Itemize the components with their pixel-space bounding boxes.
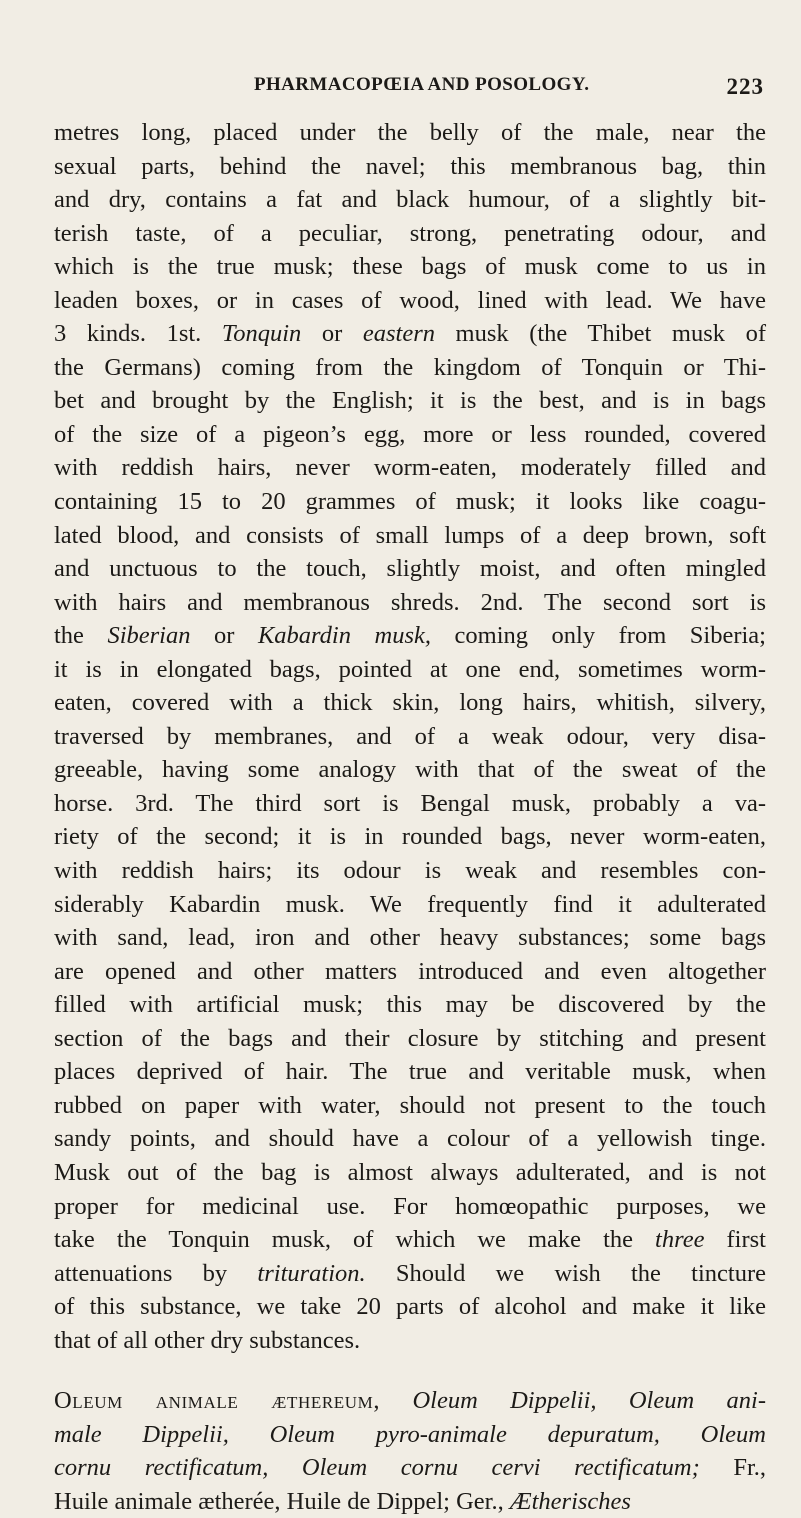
italic-text: cornu rectificatum, Oleum cornu cervi rectificatum; xyxy=(54,1454,700,1482)
text-run: with reddish hairs, never worm-eaten, moderately filled and xyxy=(54,454,766,482)
text-line xyxy=(54,854,766,888)
text-run: rubbed on paper with water, should not present to the touch xyxy=(54,1091,766,1119)
text-run: section of the bags and their closure by stitching and present xyxy=(54,1024,766,1052)
text-line xyxy=(54,686,766,720)
page-number: 223 xyxy=(726,74,764,99)
text-run: 3 kinds. 1st. xyxy=(54,320,222,348)
text-line xyxy=(54,284,766,318)
text-run: containing 15 to 20 grammes of musk; it looks like coagu- xyxy=(54,488,766,516)
text-line xyxy=(54,418,766,452)
text-run: coming only from Siberia; xyxy=(431,622,766,650)
text-line xyxy=(54,116,766,150)
text-line xyxy=(54,1257,766,1291)
text-line xyxy=(54,150,766,184)
text-run: the Germans) coming from the kingdom of Tonquin or Thi- xyxy=(54,353,766,381)
body-text xyxy=(54,116,766,1518)
text-line xyxy=(54,586,766,620)
text-line xyxy=(54,519,766,553)
text-run: of this substance, we take 20 parts of alcohol and make it like xyxy=(54,1293,766,1321)
text-run: horse. 3rd. The third sort is Bengal musk, probably a va- xyxy=(54,789,766,817)
text-line xyxy=(54,1089,766,1123)
italic-text: Siberian xyxy=(107,622,191,650)
text-line xyxy=(54,888,766,922)
text-line xyxy=(54,384,766,418)
text-run: metres long, placed under the belly of the male, near the xyxy=(54,119,766,146)
text-line xyxy=(54,351,766,385)
italic-text: trituration. xyxy=(257,1259,366,1287)
text-run: terish taste, of a peculiar, strong, penetrating odour, and xyxy=(54,219,766,247)
text-line xyxy=(54,955,766,989)
text-run: sandy points, and should have a colour of a yellowish tinge. xyxy=(54,1125,766,1153)
text-run: leaden boxes, or in cases of wood, lined with lead. We have xyxy=(54,286,766,314)
text-line xyxy=(54,552,766,586)
text-run: musk (the Thibet musk of xyxy=(434,320,766,348)
text-line xyxy=(54,988,766,1022)
text-run: greeable, having some analogy with that of the sweat of the xyxy=(54,756,766,784)
text-run: and unctuous to the touch, slightly moist, and often mingled xyxy=(54,555,766,583)
text-run: Musk out of the bag is almost always adulterated, and is not xyxy=(54,1158,766,1186)
text-run: sexual parts, behind the navel; this membranous bag, thin xyxy=(54,152,766,180)
text-run: Fr., xyxy=(699,1454,766,1482)
text-run: traversed by membranes, and of a weak odour, very disa- xyxy=(54,722,766,750)
text-line xyxy=(54,820,766,854)
text-run: attenuations by xyxy=(54,1259,258,1287)
text-line xyxy=(54,921,766,955)
text-line xyxy=(54,753,766,787)
text-run: with hairs and membranous shreds. 2nd. The second sort is xyxy=(54,588,766,616)
running-head xyxy=(254,74,774,104)
text-line xyxy=(54,1324,766,1358)
italic-text: Oleum Dippelii, Oleum ani- xyxy=(412,1387,766,1415)
text-line xyxy=(54,1190,766,1224)
text-line xyxy=(54,1451,766,1485)
text-run: Should we wish the tincture xyxy=(365,1259,767,1287)
text-line xyxy=(54,653,766,687)
text-line xyxy=(54,720,766,754)
text-run: or xyxy=(301,320,363,348)
text-run: lated blood, and consists of small lumps of a deep brown, soft xyxy=(54,521,766,549)
text-run: siderably Kabardin musk. We frequently find it adulterated xyxy=(54,890,766,918)
text-run: of the size of a pigeon’s egg, more or less rounded, covered xyxy=(54,420,766,448)
text-run: bet and brought by the English; it is the best, and is in bags xyxy=(54,387,766,415)
text-line xyxy=(54,1384,766,1418)
text-line xyxy=(54,217,766,251)
text-line xyxy=(54,183,766,217)
running-title: PHARMACOPŒIA AND POSOLOGY. xyxy=(254,74,590,95)
text-run xyxy=(380,1387,412,1414)
text-line xyxy=(54,317,766,351)
text-run: are opened and other matters introduced and even altogether xyxy=(54,957,766,985)
italic-text: three xyxy=(655,1226,705,1254)
text-run: and dry, contains a fat and black humour, of a slightly bit- xyxy=(54,186,766,214)
text-line xyxy=(54,250,766,284)
text-run: the xyxy=(54,622,108,650)
text-run: filled with artificial musk; this may be discovered by the xyxy=(54,991,766,1019)
text-run: that of all other dry substances. xyxy=(54,1326,361,1354)
small-caps-heading: Oleum animale æthereum, xyxy=(54,1387,381,1415)
text-line xyxy=(54,1290,766,1324)
text-run: with sand, lead, iron and other heavy substances; some bags xyxy=(54,924,766,952)
text-run: places deprived of hair. The true and veritable musk, when xyxy=(54,1058,766,1086)
italic-text: Kabardin musk, xyxy=(257,622,431,650)
text-run: which is the true musk; these bags of musk come to us in xyxy=(54,253,766,281)
italic-text: Tonquin xyxy=(221,320,302,348)
italic-text: Ætherisches xyxy=(509,1487,631,1515)
text-line xyxy=(54,1022,766,1056)
italic-text: eastern xyxy=(362,320,435,348)
text-run: or xyxy=(190,622,258,650)
text-run: eaten, covered with a thick skin, long hairs, whitish, silvery, xyxy=(54,689,766,717)
text-line xyxy=(54,1223,766,1257)
text-line xyxy=(54,619,766,653)
text-line xyxy=(54,451,766,485)
text-line xyxy=(54,787,766,821)
text-line xyxy=(54,1122,766,1156)
text-run: proper for medicinal use. For homœopathic purposes, we xyxy=(54,1192,766,1220)
italic-text: male Dippelii, Oleum pyro-animale depuratum, Oleum xyxy=(54,1420,766,1448)
text-line xyxy=(54,1418,766,1452)
text-line xyxy=(54,1156,766,1190)
text-run: first xyxy=(704,1226,766,1254)
text-line xyxy=(54,1485,766,1518)
text-line xyxy=(54,1055,766,1089)
text-run: riety of the second; it is in rounded bags, never worm-eaten, xyxy=(54,823,766,851)
text-run: it is in elongated bags, pointed at one end, sometimes worm- xyxy=(54,655,766,683)
text-run: take the Tonquin musk, of which we make the xyxy=(54,1226,656,1254)
text-run: Huile animale ætherée, Huile de Dippel; Ger., xyxy=(54,1487,510,1515)
text-run: with reddish hairs; its odour is weak and resembles con- xyxy=(54,857,766,885)
text-line xyxy=(54,485,766,519)
